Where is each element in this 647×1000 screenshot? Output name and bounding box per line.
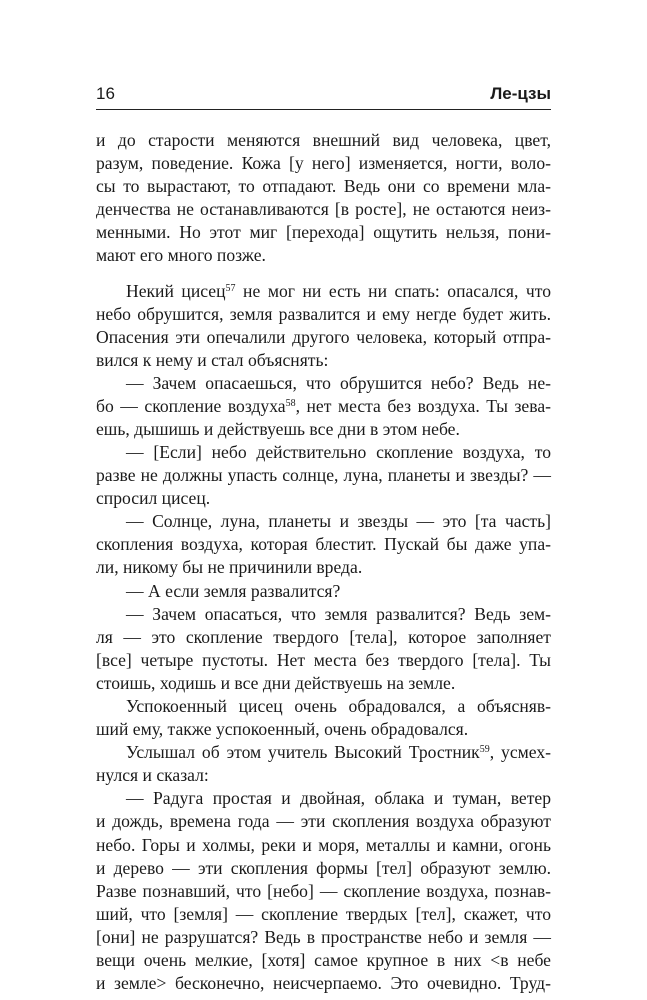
text-line: Успокоенный цисец очень обрадовался, а объясняв-: [126, 696, 551, 716]
text-line: стоишь, ходишь и все дни действуешь на земле.: [96, 673, 456, 693]
text-line: Некий цисец$^{57}$ не мог ни есть ни спать: опасался, что: [126, 281, 551, 301]
text-line: ший, что [земля] — скопление твердых [тел], скажет, что: [96, 904, 551, 924]
running-header: [96, 84, 551, 110]
text-line: Опасения эти опечалили другого человека, который отпра-: [96, 327, 551, 347]
text-line: — Радуга простая и двойная, облака и туман, ветер: [126, 788, 551, 808]
text-line: вился к нему и стал объяснять:: [96, 350, 329, 370]
text-line: — [Если] небо действительно скопление воздуха, то: [126, 442, 551, 462]
running-title: Ле-цзы: [490, 84, 551, 103]
text-line: — А если земля развалится?: [126, 581, 341, 601]
text-line: [они] не разрушатся? Ведь в пространстве небо и земля —: [96, 927, 551, 947]
text-line: нулся и сказал:: [96, 765, 209, 785]
text-line: вещи очень мелкие, [хотя] самое крупное в них <в небе: [96, 950, 551, 970]
text-line: разум, поведение. Кожа [у него] изменяется, ногти, воло-: [96, 153, 551, 173]
footnote-ref: 57: [225, 283, 236, 294]
text-line: мают его много позже.: [96, 245, 266, 265]
text-line: спросил цисец.: [96, 488, 211, 508]
text-line: ший ему, также успокоенный, очень обрадовался.: [96, 719, 469, 739]
text-line: — Зачем опасаешься, что обрушится небо? Ведь не-: [126, 373, 551, 393]
text-line: [все] четыре пустоты. Нет места без твердого [тела]. Ты: [96, 650, 551, 670]
text-line: разве не должны упасть солнце, луна, планеты и звезды? —: [96, 465, 551, 485]
text-line: небо обрушится, земля развалится и ему негде будет жить.: [96, 304, 551, 324]
header-rule: [96, 109, 551, 110]
text-line: и дождь, времена года — эти скопления воздуха образуют: [96, 811, 551, 831]
text-line: небо. Горы и холмы, реки и моря, металлы и камни, огонь: [96, 835, 551, 855]
text-line: и дерево — эти скопления формы [тел] образуют землю.: [96, 858, 551, 878]
text-line: ля — это скопление твердого [тела], которое заполняет: [96, 627, 551, 647]
text-line: Услышал об этом учитель Высокий Тростник$^{59}$, усмех-: [126, 742, 551, 762]
text-line: — Солнце, луна, планеты и звезды — это [та часть]: [126, 511, 551, 531]
text-line: бо — скопление воздуха$^{58}$, нет места без воздуха. Ты зева-: [96, 396, 551, 416]
text-line: менными. Но этот миг [перехода] ощутить нельзя, пони-: [96, 222, 551, 242]
text-line: ешь, дышишь и действуешь все дни в этом небе.: [96, 419, 460, 439]
page-number: 16: [96, 84, 115, 103]
footnote-ref: 58: [285, 398, 296, 409]
text-line: и до старости меняются внешний вид человека, цвет,: [96, 130, 551, 150]
text-line: Разве познавший, что [небо] — скопление воздуха, познав-: [96, 881, 551, 901]
text-line: сы то вырастают, то отпадают. Ведь они со времени мла-: [96, 176, 551, 196]
footnote-ref: 59: [479, 744, 490, 755]
text-line: и земле> бесконечно, неисчерпаемо. Это очевидно. Труд-: [96, 973, 551, 993]
text-line: скопления воздуха, которая блестит. Пускай бы даже упа-: [96, 534, 551, 554]
text-line: — Зачем опасаться, что земля развалится? Ведь зем-: [126, 604, 551, 624]
text-line: ли, никому бы не причинили вреда.: [96, 557, 363, 577]
text-line: денчества не останавливаются [в росте], не остаются неиз-: [96, 199, 551, 219]
